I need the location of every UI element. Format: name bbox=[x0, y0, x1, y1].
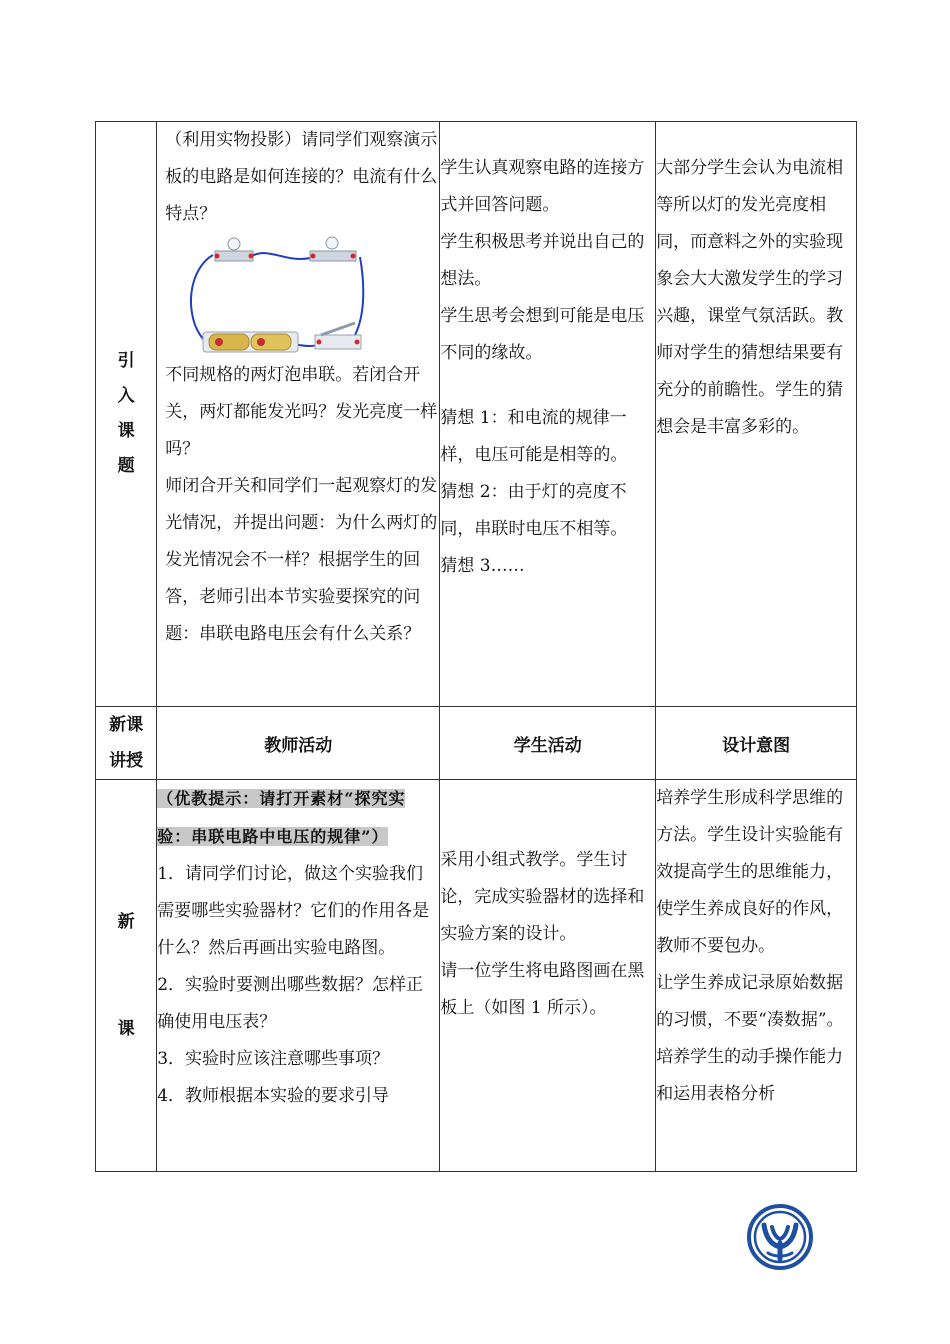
intro-student-guess-2: 猜想 2：由于灯的亮度不同，串联时电压不相等。 bbox=[440, 482, 628, 539]
intro-label: 引 入 课 题 bbox=[117, 351, 135, 476]
new-lesson-student-text-2: 请一位学生将电路图画在黑板上（如图 1 所示）。 bbox=[440, 961, 645, 1018]
intro-teacher-text-1: （利用实物投影）请同学们观察演示板的电路是如何连接的？电流有什么特点？ bbox=[165, 130, 438, 224]
new-lesson-intent-cell bbox=[656, 780, 857, 1172]
publisher-logo-icon bbox=[746, 1203, 814, 1271]
header-label-line2: 讲授 bbox=[109, 751, 144, 771]
new-lesson-label: 新 课 bbox=[117, 911, 135, 1039]
new-lesson-teacher-text-3: 3．实验时应该注意哪些事项？ bbox=[157, 1049, 390, 1069]
new-lesson-teacher-text-1: 1．请同学们讨论，做这个实验我们需要哪些实验器材？它们的作用各是什么？然后再画出实验电路图。 bbox=[157, 864, 430, 958]
new-lesson-intent-text-3: 培养学生的动手操作能力和运用表格分析 bbox=[656, 1047, 844, 1104]
new-lesson-teacher-cell bbox=[157, 780, 440, 1172]
intro-student-cell bbox=[440, 122, 656, 707]
intro-student-text-1: 学生认真观察电路的连接方式并回答问题。 bbox=[440, 158, 645, 215]
intro-teacher-text-3: 师闭合开关和同学们一起观察灯的发光情况，并提出问题：为什么两灯的发光情况会不一样？根据学生的回答，老师引出本节实验要探究的问题：串联电路电压会有什么关系？ bbox=[165, 476, 438, 644]
intro-student-guess-3: 猜想 3…… bbox=[440, 556, 525, 576]
intro-student-text-3: 学生思考会想到可能是电压不同的缘故。 bbox=[440, 306, 645, 363]
intro-intent-cell bbox=[656, 122, 857, 707]
series-circuit-photo-icon bbox=[165, 235, 439, 353]
courseware-hint: （优教提示：请打开素材“探究实验：串联电路中电压的规律”） bbox=[157, 789, 406, 846]
intro-student-text-2: 学生积极思考并说出自己的想法。 bbox=[440, 232, 645, 289]
header-student: 学生活动 bbox=[440, 707, 656, 780]
header-label-line1: 新课 bbox=[109, 715, 144, 735]
header-row bbox=[96, 707, 857, 780]
intro-teacher-cell bbox=[157, 122, 440, 707]
new-lesson-label-cell bbox=[96, 780, 157, 1172]
new-lesson-teacher-text-2: 2．实验时要测出哪些数据？怎样正确使用电压表？ bbox=[157, 975, 424, 1032]
new-lesson-intent-text-2: 让学生养成记录原始数据的习惯，不要“凑数据”。 bbox=[656, 973, 844, 1030]
header-label-cell bbox=[96, 707, 157, 780]
new-lesson-student-text-1: 采用小组式教学。学生讨论，完成实验器材的选择和实验方案的设计。 bbox=[440, 850, 645, 944]
intro-teacher-text-2: 不同规格的两灯泡串联。若闭合开关，两灯都能发光吗？发光亮度一样吗？ bbox=[165, 365, 438, 459]
new-lesson-student-cell bbox=[440, 780, 656, 1172]
intro-student-spacer bbox=[440, 372, 655, 400]
new-lesson-row bbox=[96, 780, 857, 1172]
header-intent: 设计意图 bbox=[656, 707, 857, 780]
new-lesson-teacher-text-4: 4．教师根据本实验的要求引导 bbox=[157, 1086, 390, 1106]
lesson-plan-table bbox=[95, 121, 857, 1172]
new-lesson-intent-text-1: 培养学生形成科学思维的方法。学生设计实验能有效提高学生的思维能力，使学生养成良好的作风，教师不要包办。 bbox=[656, 788, 844, 956]
intro-label-cell bbox=[96, 122, 157, 707]
intro-row bbox=[96, 122, 857, 707]
intro-student-guess-1: 猜想 1：和电流的规律一样，电压可能是相等的。 bbox=[440, 408, 628, 465]
intro-intent-text: 大部分学生会认为电流相等所以灯的发光亮度相同，而意料之外的实验现象会大大激发学生的学习兴趣，课堂气氛活跃。教师对学生的猜想结果要有充分的前瞻性。学生的猜想会是丰富多彩的。 bbox=[656, 158, 844, 437]
courseware-hint-paragraph bbox=[157, 780, 439, 856]
header-teacher: 教师活动 bbox=[157, 707, 440, 780]
